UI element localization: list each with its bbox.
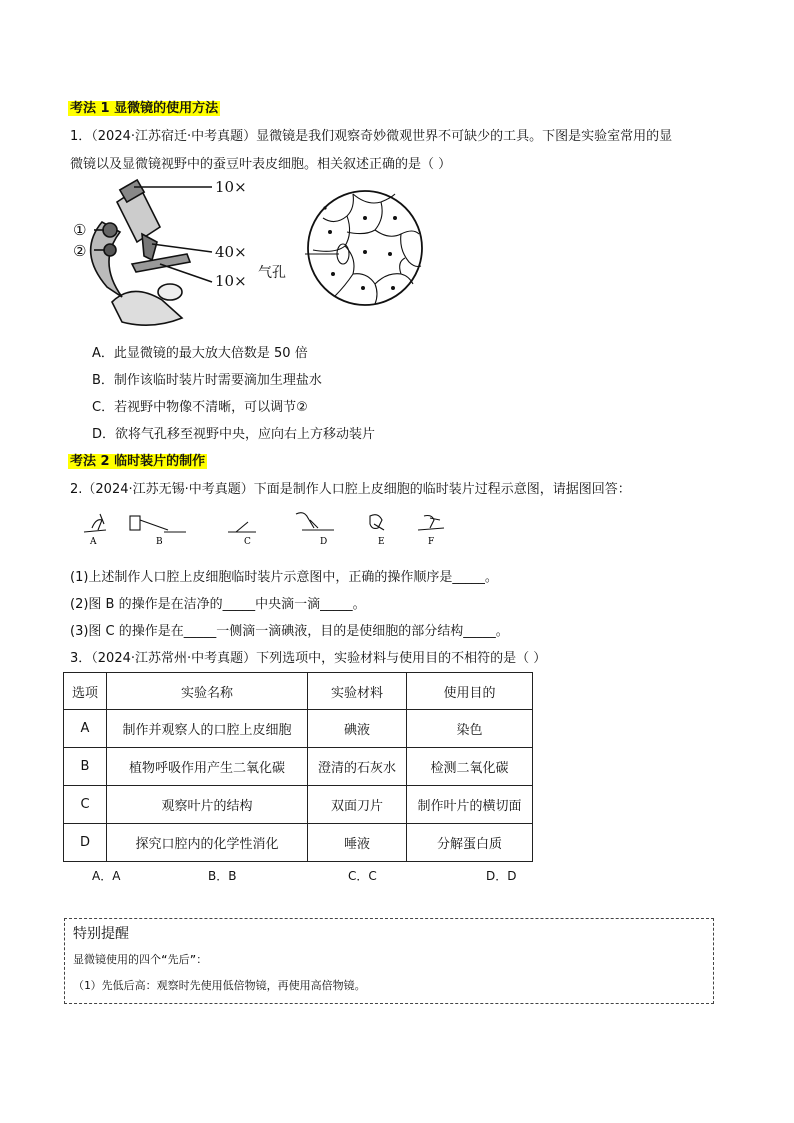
answer-choice-b: B．B: [208, 869, 237, 883]
label-1: ①: [73, 221, 87, 239]
table-cell: 染色: [407, 710, 533, 748]
header-material: 实验材料: [308, 673, 407, 710]
option-c: C．若视野中物像不清晰，可以调节②: [92, 400, 308, 415]
step-label-a: A: [90, 537, 97, 546]
table-cell: 检测二氧化碳: [407, 748, 533, 786]
label-10x-objective: 10×: [215, 272, 247, 290]
table-row: [64, 748, 533, 786]
label-2: ②: [73, 242, 87, 260]
option-a: A．此显微镜的最大放大倍数是 50 倍: [92, 346, 308, 361]
step-label-d: D: [320, 537, 328, 546]
table-cell: 探究口腔内的化学性消化: [107, 824, 308, 862]
answer-choice-a: A．A: [92, 869, 121, 883]
option-b: B．制作该临时装片时需要滴加生理盐水: [92, 373, 322, 388]
table-cell: 制作叶片的横切面: [407, 786, 533, 824]
label-40x-objective: 40×: [215, 243, 247, 261]
question-2-sub1: (1)上述制作人口腔上皮细胞临时装片示意图中，正确的操作顺序是_____。: [70, 570, 498, 585]
option-d: D．欲将气孔移至视野中央，应向右上方移动装片: [92, 427, 376, 442]
question-2-line1: 2.（2024·江苏无锡·中考真题）下面是制作人口腔上皮细胞的临时装片过程示意图，请据图回答：: [70, 482, 631, 497]
section-heading-1: [68, 97, 220, 116]
slide-steps-figure: [78, 506, 458, 546]
question-1-line1: 1．（2024·江苏宿迁·中考真题）显微镜是我们观察奇妙微观世界不可缺少的工具。下图是实验室常用的显: [70, 129, 673, 144]
question-2-sub3: (3)图 C 的操作是在_____一侧滴一滴碘液，目的是使细胞的部分结构_____。: [70, 624, 509, 639]
answer-choice-d: D．D: [486, 869, 517, 883]
section-title: 考法 2 临时装片的制作: [70, 454, 206, 469]
table-header-row: [64, 673, 533, 710]
table-cell: 制作并观察人的口腔上皮细胞: [107, 710, 308, 748]
question-1-line2: 微镜以及显微镜视野中的蚕豆叶表皮细胞。相关叙述正确的是（ ）: [70, 157, 452, 172]
reminder-line-1: 显微镜使用的四个“先后”：: [73, 953, 208, 966]
label-10x-eyepiece: 10×: [215, 178, 247, 196]
table-cell: 双面刀片: [308, 786, 407, 824]
step-label-f: F: [428, 537, 435, 546]
question-2-sub2: (2)图 B 的操作是在洁净的_____中央滴一滴_____。: [70, 597, 366, 612]
step-label-b: B: [156, 537, 163, 546]
answer-choice-c: C．C: [348, 869, 377, 883]
header-experiment-name: 实验名称: [107, 673, 308, 710]
table-cell: 分解蛋白质: [407, 824, 533, 862]
step-label-e: E: [378, 537, 385, 546]
table-cell: B: [64, 748, 107, 786]
header-purpose: 使用目的: [407, 673, 533, 710]
header-option: 选项: [64, 673, 107, 710]
table-row: [64, 786, 533, 824]
section-title: 考法 1 显微镜的使用方法: [70, 101, 219, 116]
table-cell: A: [64, 710, 107, 748]
table-cell: D: [64, 824, 107, 862]
table-row: [64, 710, 533, 748]
table-row: [64, 824, 533, 862]
table-cell: 植物呼吸作用产生二氧化碳: [107, 748, 308, 786]
label-stoma: 气孔: [258, 265, 286, 281]
field-of-view-figure: [305, 188, 425, 308]
special-reminder-box: [64, 918, 714, 1004]
table-cell: 观察叶片的结构: [107, 786, 308, 824]
question-3-line1: 3．（2024·江苏常州·中考真题）下列选项中，实验材料与使用目的不相符的是（ ）: [70, 651, 547, 666]
step-label-c: C: [244, 537, 251, 546]
table-cell: C: [64, 786, 107, 824]
experiment-table: [63, 672, 533, 862]
table-cell: 唾液: [308, 824, 407, 862]
table-cell: 碘液: [308, 710, 407, 748]
reminder-line-2: （1）先低后高：观察时先使用低倍物镜，再使用高倍物镜。: [73, 979, 366, 992]
table-cell: 澄清的石灰水: [308, 748, 407, 786]
section-heading-2: [68, 450, 207, 469]
reminder-title: 特别提醒: [73, 926, 129, 942]
